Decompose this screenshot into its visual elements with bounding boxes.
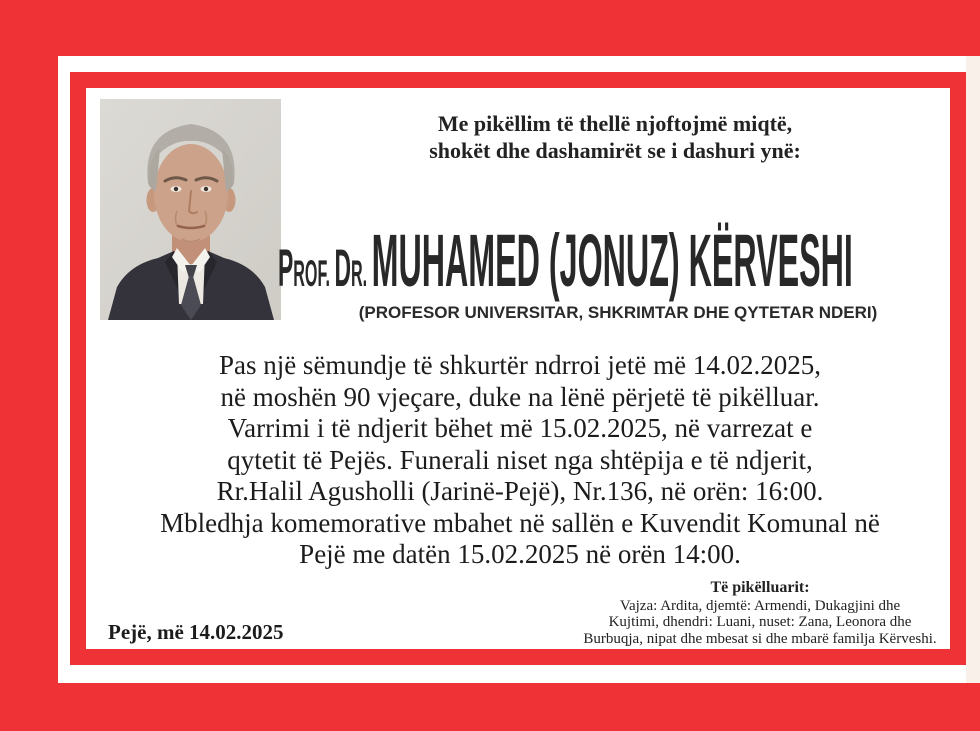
deceased-name [278,220,980,303]
name-prefix-rest-2: R. [350,252,372,295]
body-line: qytetit të Pejës. Funerali niset nga shtëpija e të ndjerit, [227,444,813,475]
name-prefix-initial-1: P [278,239,294,298]
obituary-body [95,350,945,571]
dateline: Pejë, më 14.02.2025 [108,620,284,644]
intro-text [350,110,880,164]
body-line: Pejë me datën 15.02.2025 në orën 14:00. [299,539,741,569]
deceased-name-text [278,220,853,310]
body-line: Mbledhja komemorative mbahet në sallën e Kuvendit Komunal në [160,507,880,538]
name-subtitle: (PROFESOR UNIVERSITAR, SHKRIMTAR DHE QYTETAR NDERI) [358,303,878,322]
intro-line-1: Me pikëllim të thellë njoftojmë miqtë, [437,111,793,136]
name-prefix-initial-2: D [334,239,351,298]
body-line: Pas një sëmundje të shkurtër ndrroi jetë më 14.02.2025, [218,350,822,380]
portrait-photo-illustration [100,99,281,320]
body-line: Varrimi i të ndjerit bëhet më 15.02.2025, në varrezat e [227,413,813,443]
mourners-block [560,580,960,647]
intro-line-2: shokët dhe dashamirët se i dashuri ynë: [429,138,801,163]
mourners-heading: Të pikëlluarit: [710,579,810,596]
body-line: Rr.Halil Agusholli (Jarinë-Pejë), Nr.136, në orën: 16:00. [216,476,824,506]
right-edge-tint [966,56,980,683]
body-line: në moshën 90 vjeçare, duke na lënë përjetë të pikëlluar. [220,381,820,412]
name-prefix-rest-1: ROF. [293,252,335,295]
mourners-line-2: Kujtimi, dhendri: Luani, nuset: Zana, Leonora dhe [608,614,912,630]
name-main: MUHAMED (JONUZ) KËRVESHI [371,220,853,303]
mourners-line-3: Burbuqja, nipat dhe mbesat si dhe mbarë familja Kërveshi. [583,630,937,647]
mourners-line-1: Vajza: Ardita, djemtë: Armendi, Dukagjini dhe [619,597,901,614]
portrait-photo [100,99,281,320]
